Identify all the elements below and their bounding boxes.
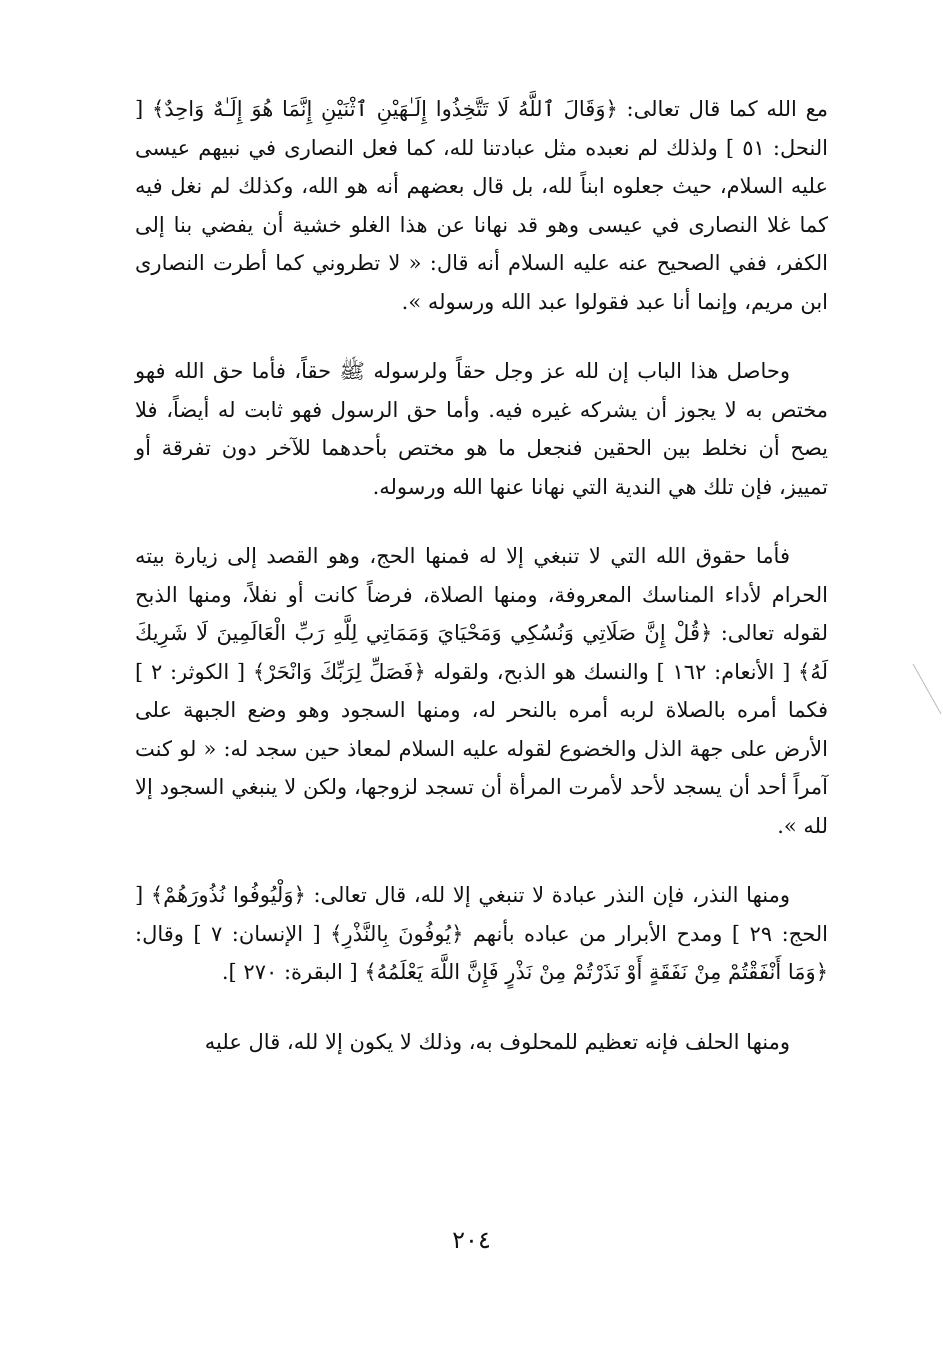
paragraph-2: وحاصل هذا الباب إن لله عز وجل حقاً ولرسوله ﷺ حقاً، فأما حق الله فهو مختص به لا يجوز أن يشركه غيره فيه. وأما حق الرسول فهو ثابت له أيضاً، فلا يصح أن نخلط بين الحقين فنجعل ما هو مختص بأحدهما للآخر دون تفرقة أو تمييز، فإن تلك هي الندية التي نهانا عنها الله ورسوله. [135, 359, 828, 499]
paragraph-3: فأما حقوق الله التي لا تنبغي إلا له فمنها الحج، وهو القصد إلى زيارة بيته الحرام لأداء المناسك المعروفة، ومنها الصلاة، فرضاً كانت أو نفلاً، ومنها الذبح لقوله تعالى: ﴿قُلْ إِنَّ صَلَاتِي وَنُسُكِي وَمَحْيَايَ وَمَمَاتِي لِلَّهِ رَبِّ الْعَالَمِينَ لَا شَرِيكَ لَهُ﴾ [ الأنعام: ١٦٢ ] والنسك هو الذبح، ولقوله ﴿فَصَلِّ لِرَبِّكَ وَانْحَرْ﴾ [ الكوثر: ٢ ] فكما أمره بالصلاة لربه أمره بالنحر له، ومنها السجود وهو وضع الجبهة على الأرض على جهة الذل والخضوع لقوله عليه السلام لمعاذ حين سجد له: « لو كنت آمراً أحد أن يسجد لأحد لأمرت المرأة أن تسجد لزوجها، ولكن لا ينبغي السجود إلا لله ». [135, 544, 828, 838]
page-body [135, 90, 828, 1092]
page-number: ٢٠٤ [452, 1226, 491, 1254]
paragraph-1: مع الله كما قال تعالى: ﴿وَقَالَ ٱللَّهُ لَا تَتَّخِذُوا إِلَـٰهَيْنِ ٱثْنَيْنِ إِنَّمَا هُوَ إِلَـٰهٌ وَاحِدٌ﴾ [ النحل: ٥١ ] ولذلك لم نعبده مثل عبادتنا لله، كما فعل النصارى في نبيهم عيسى عليه السلام، حيث جعلوه ابناً لله، بل قال بعضهم أنه هو الله، وكذلك لم نغل فيه كما غلا النصارى في عيسى وهو قد نهانا عن هذا الغلو خشية أن يفضي بنا إلى الكفر، ففي الصحيح عنه عليه السلام أنه قال: « لا تطروني كما أطرت النصارى ابن مريم، وإنما أنا عبد فقولوا عبد الله ورسوله ». [135, 97, 829, 314]
paragraph-5: ومنها الحلف فإنه تعظيم للمحلوف به، وذلك لا يكون إلا لله، قال عليه [204, 1029, 790, 1054]
page-edge-mark [911, 662, 943, 718]
paragraph-4: ومنها النذر، فإن النذر عبادة لا تنبغي إلا لله، قال تعالى: ﴿وَلْيُوفُوا نُذُورَهُمْ﴾ [ الحج: ٢٩ ] ومدح الأبرار من عباده بأنهم ﴿يُوفُونَ بِالنَّذْرِ﴾ [ الإنسان: ٧ ] وقال: ﴿وَمَا أَنْفَقْتُمْ مِنْ نَفَقَةٍ أَوْ نَذَرْتُمْ مِنْ نَذْرٍ فَإِنَّ اللَّهَ يَعْلَمُهُ﴾ [ البقرة: ٢٧٠ ]. [135, 883, 828, 984]
